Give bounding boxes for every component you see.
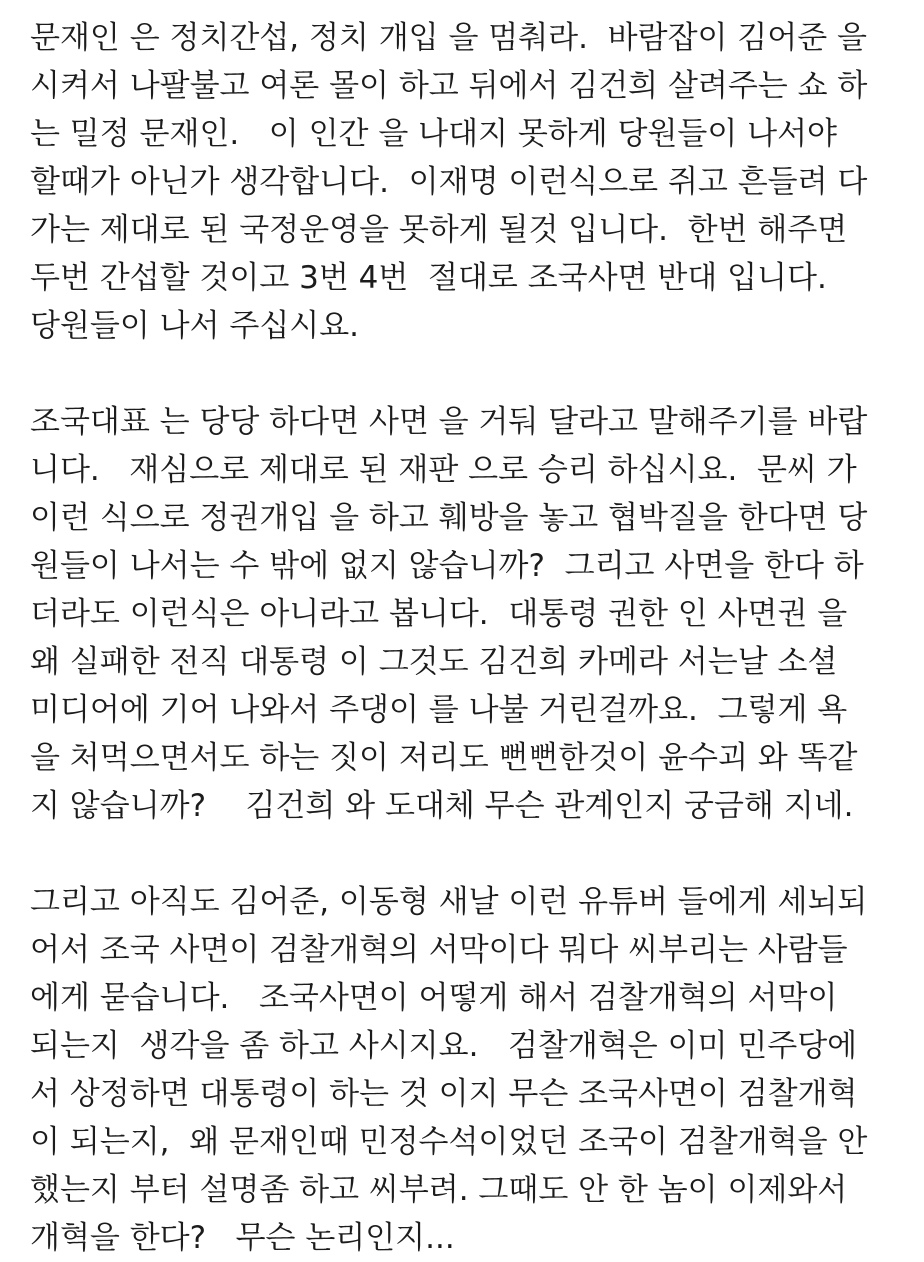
text-line: 개혁을 한다? 무슨 논리인지...: [30, 1220, 455, 1256]
text-line: 그리고 아직도 김어준, 이동형 새날 이런 유튜버 들에게 세뇌되: [30, 884, 868, 920]
paragraph-1: [30, 14, 910, 350]
text-line: 어서 조국 사면이 검찰개혁의 서막이다 뭐다 씨부리는 사람들: [30, 932, 848, 968]
text-line: 을 처먹으면서도 하는 짓이 저리도 뻔뻔한것이 윤수괴 와 똑같: [30, 740, 858, 776]
text-line: 이 되는지, 왜 문재인때 민정수석이었던 조국이 검찰개혁을 안: [30, 1124, 868, 1160]
text-line: 원들이 나서는 수 밖에 없지 않습니까? 그리고 사면을 한다 하: [30, 548, 864, 584]
paragraph-2: [30, 398, 910, 830]
paragraph-spacer: [30, 830, 910, 878]
text-line: 되는지 생각을 좀 하고 사시지요. 검찰개혁은 이미 민주당에: [30, 1028, 858, 1064]
text-line: 지 않습니까? 김건희 와 도대체 무슨 관계인지 궁금해 지네.: [30, 788, 854, 824]
text-line: 이런 식으로 정권개입 을 하고 훼방을 놓고 협박질을 한다면 당: [30, 500, 868, 536]
text-line: 두번 간섭할 것이고 3번 4번 절대로 조국사면 반대 입니다.: [30, 260, 827, 296]
text-line: 가는 제대로 된 국정운영을 못하게 될것 입니다. 한번 해주면: [30, 212, 848, 248]
text-line: 니다. 재심으로 제대로 된 재판 으로 승리 하십시요. 문씨 가: [30, 452, 857, 488]
text-line: 당원들이 나서 주십시요.: [30, 308, 360, 344]
text-line: 했는지 부터 설명좀 하고 씨부려. 그때도 안 한 놈이 이제와서: [30, 1172, 848, 1208]
text-line: 조국대표 는 당당 하다면 사면 을 거둬 달라고 말해주기를 바랍: [30, 404, 868, 440]
text-line: 더라도 이런식은 아니라고 봅니다. 대통령 권한 인 사면권 을: [30, 596, 848, 632]
text-line: 에게 묻습니다. 조국사면이 어떻게 해서 검찰개혁의 서막이: [30, 980, 838, 1016]
text-line: 미디어에 기어 나와서 주댕이 를 나불 거린걸까요. 그렇게 욕: [30, 692, 848, 728]
text-line: 할때가 아닌가 생각합니다. 이재명 이런식으로 쥐고 흔들려 다: [30, 164, 868, 200]
text-line: 시켜서 나팔불고 여론 몰이 하고 뒤에서 김건희 살려주는 쇼 하: [30, 68, 868, 104]
text-line: 서 상정하면 대통령이 하는 것 이지 무슨 조국사면이 검찰개혁: [30, 1076, 858, 1112]
text-line: 는 밀정 문재인. 이 인간 을 나대지 못하게 당원들이 나서야: [30, 116, 838, 152]
text-line: 문재인 은 정치간섭, 정치 개입 을 멈춰라. 바람잡이 김어준 을: [30, 20, 867, 56]
paragraph-3: [30, 878, 910, 1262]
paragraph-spacer: [30, 350, 910, 398]
text-line: 왜 실패한 전직 대통령 이 그것도 김건희 카메라 서는날 소셜: [30, 644, 838, 680]
post-body: [30, 14, 910, 1262]
